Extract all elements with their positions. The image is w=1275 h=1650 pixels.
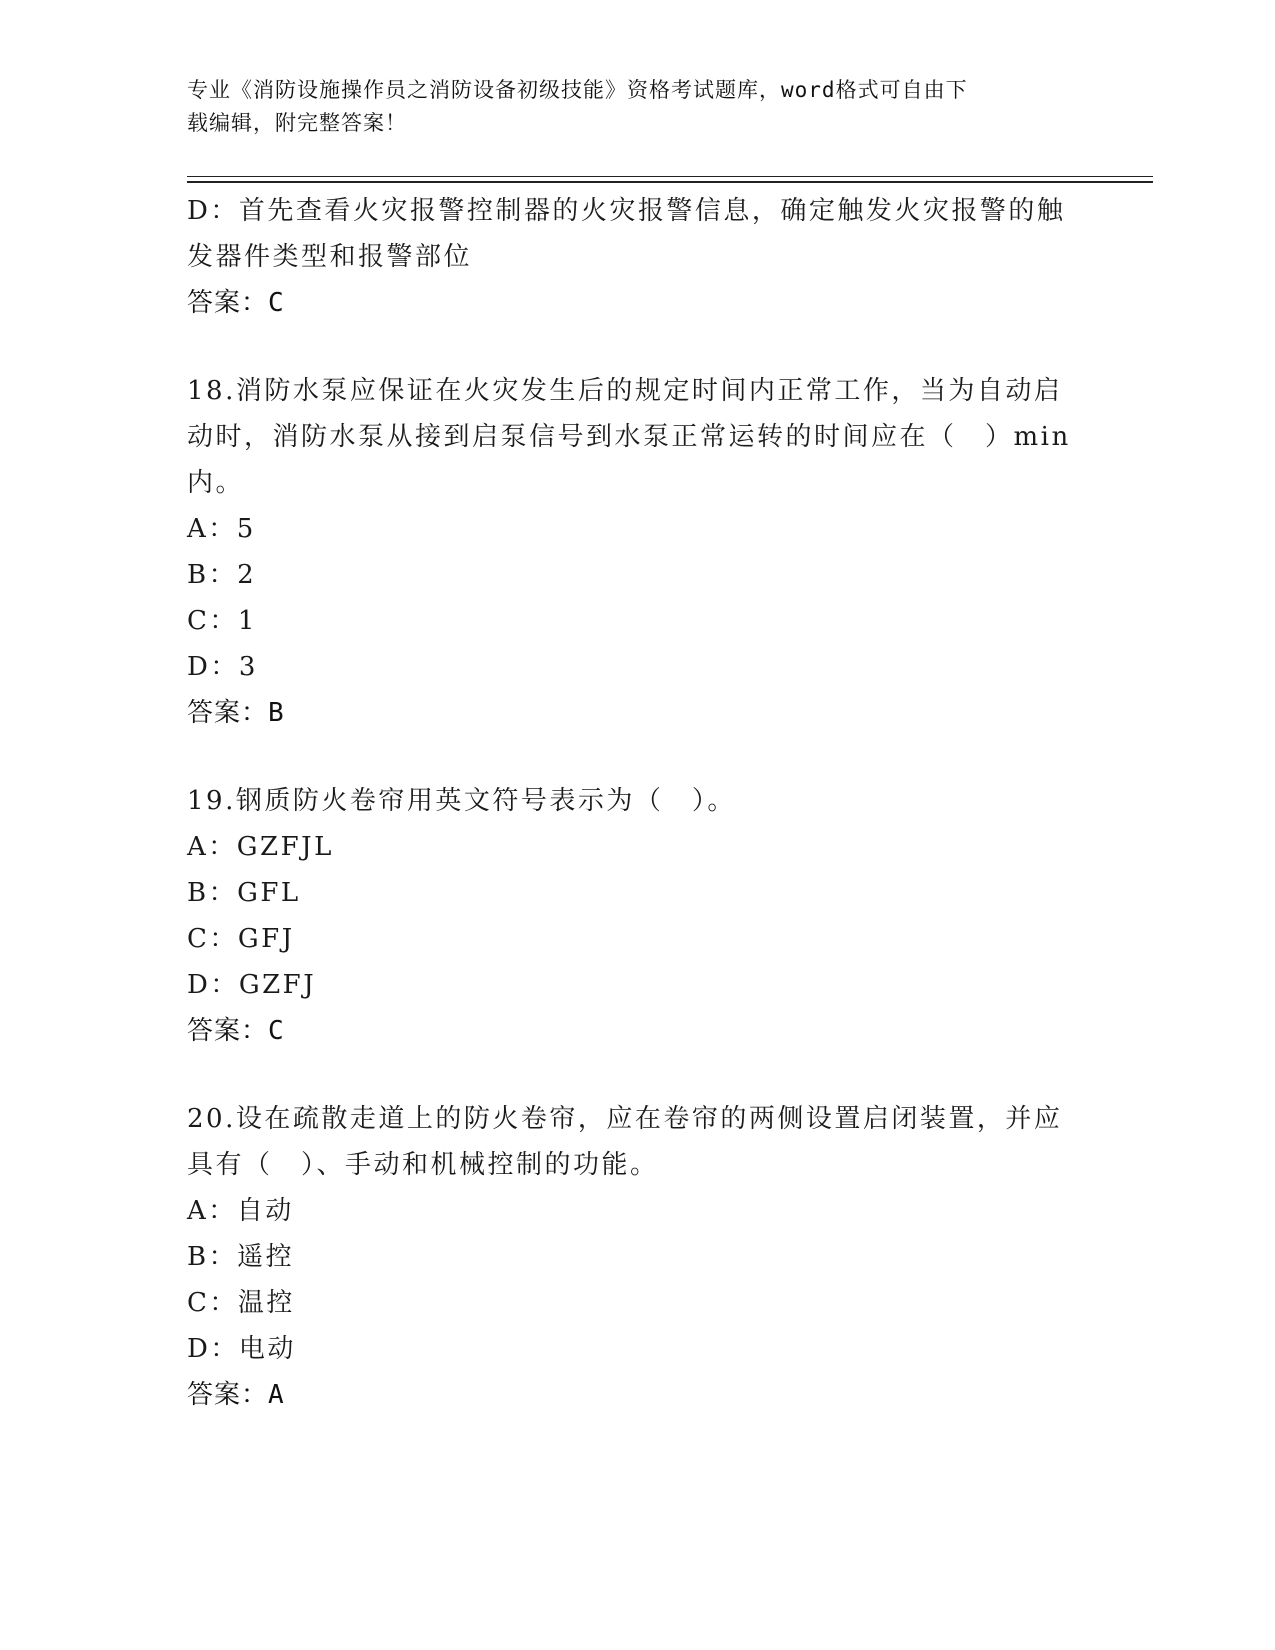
header-rule-thin bbox=[187, 176, 1153, 177]
option-a: A：5 bbox=[187, 514, 256, 544]
question-20 bbox=[187, 1096, 1087, 1418]
option-b: B：遥控 bbox=[187, 1242, 295, 1272]
option-d: D：GZFJ bbox=[187, 970, 317, 1000]
header-rule-thick bbox=[187, 181, 1153, 183]
option-d: D：电动 bbox=[187, 1334, 296, 1364]
option-b: B：2 bbox=[187, 560, 257, 590]
option-d: D：3 bbox=[187, 652, 258, 682]
answer-line: 答案：C bbox=[187, 288, 285, 318]
question-19 bbox=[187, 778, 1087, 1054]
option-c: C：GFJ bbox=[187, 924, 295, 954]
option-line: 发器件类型和报警部位 bbox=[187, 242, 473, 272]
option-line: D：首先查看火灾报警控制器的火灾报警信息，确定触发火灾报警的触 bbox=[187, 196, 1066, 226]
answer-line: 答案：A bbox=[187, 1380, 285, 1410]
question-18 bbox=[187, 368, 1087, 736]
carryover-block bbox=[187, 188, 1087, 326]
question-stem-line: 动时，消防水泵从接到启泵信号到水泵正常运转的时间应在（ ）min bbox=[187, 422, 1071, 452]
option-a: A：自动 bbox=[187, 1196, 294, 1226]
page-header bbox=[187, 74, 1067, 140]
answer-line: 答案：B bbox=[187, 698, 285, 728]
question-stem-line: 19.钢质防火卷帘用英文符号表示为（ ）。 bbox=[187, 786, 736, 816]
question-stem-line: 18.消防水泵应保证在火灾发生后的规定时间内正常工作，当为自动启 bbox=[187, 376, 1063, 406]
header-line-1: 专业《消防设施操作员之消防设备初级技能》资格考试题库，word格式可自由下 bbox=[187, 78, 968, 102]
question-content bbox=[187, 188, 1087, 1418]
header-line-2: 载编辑，附完整答案！ bbox=[187, 111, 407, 135]
answer-line: 答案：C bbox=[187, 1016, 285, 1046]
option-c: C：1 bbox=[187, 606, 257, 636]
question-stem-line: 20.设在疏散走道上的防火卷帘，应在卷帘的两侧设置启闭装置，并应 bbox=[187, 1104, 1063, 1134]
option-c: C：温控 bbox=[187, 1288, 295, 1318]
question-stem-line: 具有（ ）、手动和机械控制的功能。 bbox=[187, 1150, 659, 1180]
option-b: B：GFL bbox=[187, 878, 301, 908]
option-a: A：GZFJL bbox=[187, 832, 334, 862]
question-stem-line: 内。 bbox=[187, 468, 245, 498]
